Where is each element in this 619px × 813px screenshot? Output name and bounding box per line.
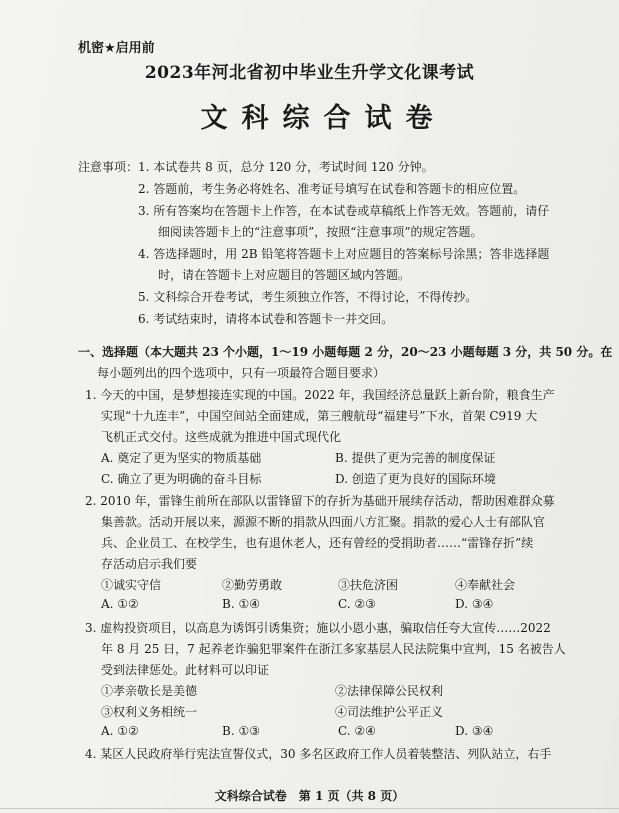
question-2-option-c: C. ②③ — [338, 597, 376, 611]
question-1-option-b: B. 提供了更为完善的制度保证 — [335, 451, 496, 465]
question-3-stem: 年 8 月 25 日，7 起养老诈骗犯罪案件在浙江多家基层人民法院集中宣判，15 名被告人 — [101, 642, 566, 656]
question-1-option-c: C. 确立了更为明确的奋斗目标 — [101, 472, 262, 486]
page-footer: 文科综合试卷 第 1 页（共 8 页） — [214, 789, 405, 803]
question-3-option-c: C. ②④ — [338, 724, 376, 738]
bottom-rule — [0, 808, 619, 809]
question-2-item: ②勤劳勇敢 — [222, 578, 283, 592]
question-3-option-a: A. ①② — [101, 724, 139, 738]
note-line: 5. 文科综合开卷考试，考生须独立作答，不得讨论，不得传抄。 — [138, 290, 478, 304]
question-3-item: ③权利义务相统一 — [101, 705, 198, 719]
question-4-stem: 4. 某区人民政府举行宪法宣誓仪式，30 多名区政府工作人员着装整洁、列队站立，右手 — [85, 747, 552, 761]
notes-label: 注意事项： — [78, 160, 139, 174]
question-2-option-b: B. ①④ — [222, 597, 260, 611]
question-1-stem: 飞机正式交付。这些成就为推进中国式现代化 — [101, 430, 342, 444]
note-line: 6. 考试结束时，请将本试卷和答题卡一并交回。 — [138, 312, 394, 326]
question-2-stem: 2. 2010 年，雷锋生前所在部队以雷锋留下的存折为基础开展续存活动，帮助困难群众募 — [85, 494, 555, 508]
note-line: 细阅读答题卡上的“注意事项”，按照“注意事项”的规定答题。 — [158, 225, 483, 239]
note-line: 1. 本试卷共 8 页，总分 120 分，考试时间 120 分钟。 — [138, 160, 434, 174]
confidential-label: 机密★启用前 — [78, 41, 155, 56]
note-line: 时，请在答题卡上对应题目的答题区域内答题。 — [158, 268, 411, 282]
section-heading-cont: 每小题列出的四个选项中，只有一项最符合题目要求） — [97, 366, 386, 380]
note-line: 2. 答题前，考生务必将姓名、准考证号填写在试卷和答题卡的相应位置。 — [138, 182, 526, 196]
note-line: 3. 所有答案均在答题卡上作答，在本试卷或草稿纸上作答无效。答题前，请仔 — [138, 204, 550, 218]
question-3-item: ②法律保障公民权利 — [335, 684, 444, 698]
question-2-option-d: D. ③④ — [455, 597, 494, 611]
question-2-item: ④奉献社会 — [455, 578, 516, 592]
exam-title: 2023年河北省初中毕业生升学文化课考试 — [144, 63, 475, 83]
question-2-stem: 集善款。活动开展以来，源源不断的捐款从四面八方汇聚。捐款的爱心人士有部队官 — [101, 515, 546, 529]
question-2-item: ③扶危济困 — [338, 578, 399, 592]
question-1-stem: 实现“十九连丰”，中国空间站全面建成，第三艘航母“福建号”下水，首架 C919 大 — [101, 409, 538, 423]
question-2-stem: 兵、企业员工、在校学生，也有退休老人，还有曾经的受捐助者……“雷锋存折”续 — [101, 536, 534, 550]
question-3-option-d: D. ③④ — [455, 724, 494, 738]
question-3-option-b: B. ①③ — [222, 724, 260, 738]
question-3-stem: 受到法律惩处。此材料可以印证 — [101, 663, 270, 677]
paper-title: 文科综合试卷 — [200, 103, 447, 134]
question-2-item: ①诚实守信 — [101, 578, 162, 592]
question-2-stem: 存活动启示我们要 — [101, 557, 198, 571]
question-3-item: ①孝亲敬长是美德 — [101, 684, 198, 698]
question-1-option-a: A. 奠定了更为坚实的物质基础 — [101, 451, 262, 465]
question-1-stem: 1. 今天的中国，是梦想接连实现的中国。2022 年，我国经济总量跃上新台阶，粮食生产 — [85, 388, 555, 402]
question-1-option-d: D. 创造了更为良好的国际环境 — [335, 472, 496, 486]
note-line: 4. 答选择题时，用 2B 铅笔将答题卡上对应题目的答案标号涂黑；答非选择题 — [138, 247, 550, 261]
section-heading: 一、选择题（本大题共 23 个小题，1～19 小题每题 2 分，20～23 小题每题 3 分，共 50 分。在 — [78, 345, 613, 359]
question-3-item: ④司法维护公平正义 — [335, 705, 444, 719]
question-3-stem: 3. 虚构投资项目，以高息为诱饵引诱集资；施以小恩小惠，骗取信任夸大宣传……2022 — [85, 621, 551, 635]
question-2-option-a: A. ①② — [101, 597, 139, 611]
